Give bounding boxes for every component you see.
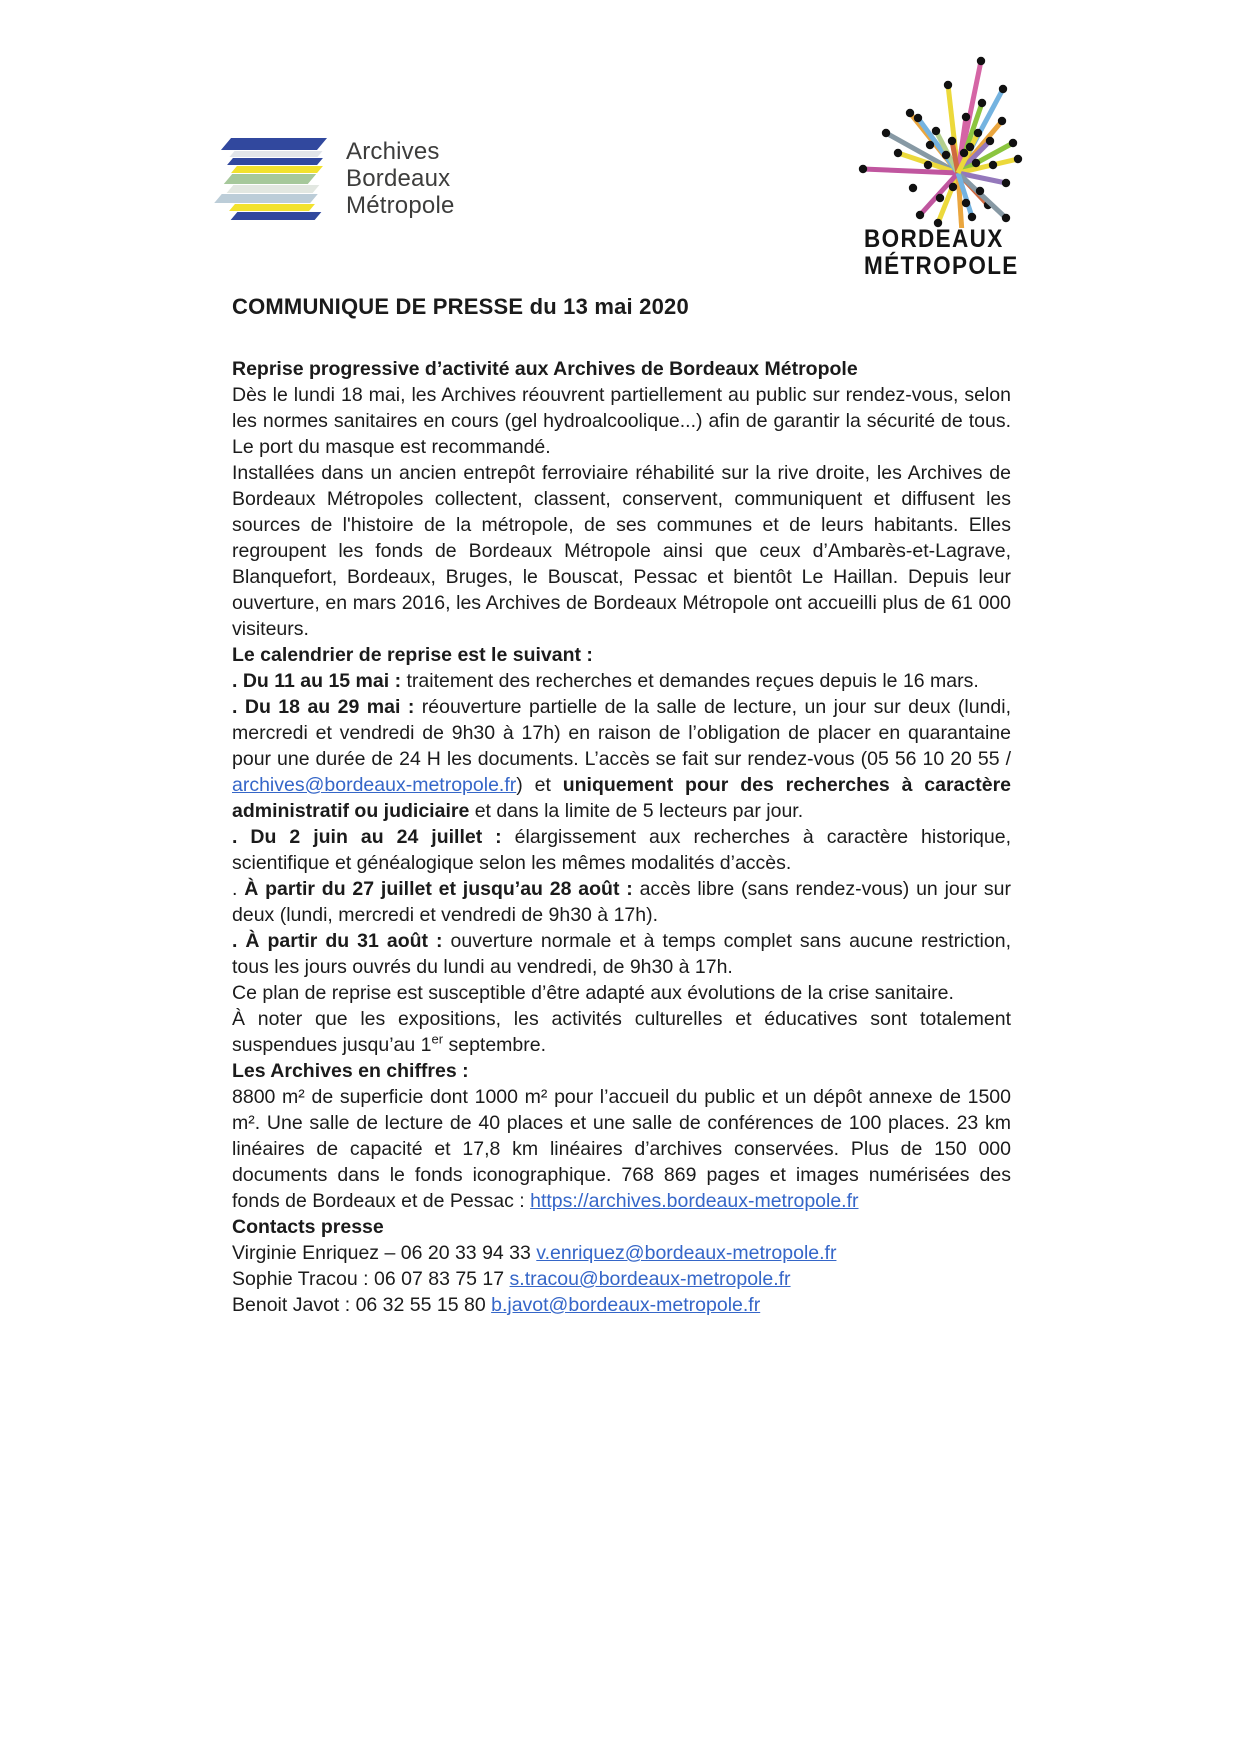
calendar-item-4 [232,876,1011,928]
date-range: . À partir du 31 août : [232,930,451,952]
date-range: . Du 11 au 15 mai : [232,670,407,692]
contact-row [232,1266,1011,1292]
item-text: ouverture normale et à temps complet sans aucune restriction, tous les jours ouvrés du lundi au vendredi, de 9h30 à 17h. [232,930,1012,978]
intro-paragraph-2: Installées dans un ancien entrepôt ferroviaire réhabilité sur la rive droite, les Archives de Bordeaux Métropoles collectent, classent, conservent, communiquent et diffusent les sources de l'histoire de la métropole, de ses communes et de leurs habitants. Elles regroupent les fonds de Bordeaux Métropole ainsi que ceux d’Ambarès-et-Lagrave, Blanquefort, Bordeaux, Bruges, le Bouscat, Pessac et bientôt Le Haillan. Depuis leur ouverture, en mars 2016, les Archives de Bordeaux Métropole ont accueilli plus de 61 000 visiteurs. [232,462,1011,640]
archives-bordeaux-metropole-logo [218,136,455,221]
contact-email-link[interactable]: s.tracou@bordeaux-metropole.fr [509,1268,791,1290]
archives-logo-line: Archives [346,138,440,165]
calendar-heading: Le calendrier de reprise est le suivant : [232,644,593,666]
plan-text: À noter que les expositions, les activités culturelles et éducatives sont totalement suspendues jusqu’au 1 [232,1008,1011,1056]
bm-logo-line: BORDEAUX [864,225,1004,253]
archives-logo-line: Métropole [346,192,455,219]
item-text: élargissement aux recherches à caractère historique, scientifique et généalogique selon les mêmes modalités d’accès. [232,826,1011,874]
plan-paragraph-2 [232,1006,1011,1058]
item-bold-text: uniquement pour des recherches à caractère administratif ou judiciaire [232,774,1012,822]
figures-heading: Les Archives en chiffres : [232,1060,469,1082]
item-text: réouverture partielle de la salle de lecture, un jour sur deux (lundi, mercredi et vendredi de 9h30 à 17h) en raison de l’obligation de placer en quarantaine pour une durée de 24 H les documents. L’accès se fait sur rendez-vous (05 56 10 20 55 / [232,696,1011,770]
starburst-icon [800,28,1130,228]
bordeaux-metropole-wordmark [864,226,1103,280]
plan-paragraph-1: Ce plan de reprise est susceptible d’être adapté aux évolutions de la crise sanitaire. [232,982,954,1004]
contact-name-phone: Benoit Javot : 06 32 55 15 80 [232,1294,492,1316]
contacts-heading: Contacts presse [232,1216,384,1238]
item-text: et dans la limite de 5 lecteurs par jour. [469,800,804,822]
contact-row [232,1292,1011,1318]
item-text: ) et [516,774,563,796]
archives-logo-wordmark [346,138,455,219]
calendar-item-2 [232,694,1011,824]
contact-name-phone: Virginie Enriquez – 06 20 33 94 33 [232,1242,537,1264]
stacked-layers-icon [218,136,330,221]
date-range: À partir du 27 juillet et jusqu’au 28 août : [244,878,640,900]
bm-logo-line: MÉTROPOLE [864,252,1019,280]
calendar-item-3 [232,824,1011,876]
calendar-item-1 [232,668,1011,694]
bullet-dot: . [232,878,245,900]
figures-paragraph [232,1084,1011,1214]
item-text: traitement des recherches et demandes reçues depuis le 16 mars. [406,670,979,692]
archives-website-link[interactable]: https://archives.bordeaux-metropole.fr [530,1190,859,1212]
subtitle: Reprise progressive d’activité aux Archives de Bordeaux Métropole [232,358,858,380]
ordinal-superscript: er [431,1031,444,1047]
calendar-item-5 [232,928,1011,980]
item-text: accès libre (sans rendez-vous) un jour sur deux (lundi, mercredi et vendredi de 9h30 à 17h). [232,878,1011,926]
date-range: . Du 18 au 29 mai : [232,696,422,718]
contact-row [232,1240,1011,1266]
date-range: . Du 2 juin au 24 juillet : [232,826,515,848]
contact-name-phone: Sophie Tracou : 06 07 83 75 17 [232,1268,510,1290]
contact-email-link[interactable]: v.enriquez@bordeaux-metropole.fr [536,1242,837,1264]
document-body [232,294,1011,1318]
bordeaux-metropole-logo [800,28,1130,280]
archives-logo-line: Bordeaux [346,165,451,192]
figures-text: 8800 m² de superficie dont 1000 m² pour l’accueil du public et un dépôt annexe de 1500 m². Une salle de lecture de 40 places et une salle de conférences de 100 places. 23 km linéaires de capacité et 17,8 km linéaires d’archives conservées. Plus de 150 000 documents dans le fonds iconographique. 768 869 pages et images numérisées des fonds de Bordeaux et de Pessac : [232,1086,1011,1212]
plan-text: septembre. [443,1034,547,1056]
intro-paragraph-1: Dès le lundi 18 mai, les Archives réouvrent partiellement au public sur rendez-vous, selon les normes sanitaires en cours (gel hydroalcoolique...) afin de garantir la sécurité de tous. Le port du masque est recommandé. [232,384,1011,458]
archives-email-link[interactable]: archives@bordeaux-metropole.fr [232,774,517,796]
contact-email-link[interactable]: b.javot@bordeaux-metropole.fr [491,1294,761,1316]
page-title: COMMUNIQUE DE PRESSE du 13 mai 2020 [232,294,689,319]
